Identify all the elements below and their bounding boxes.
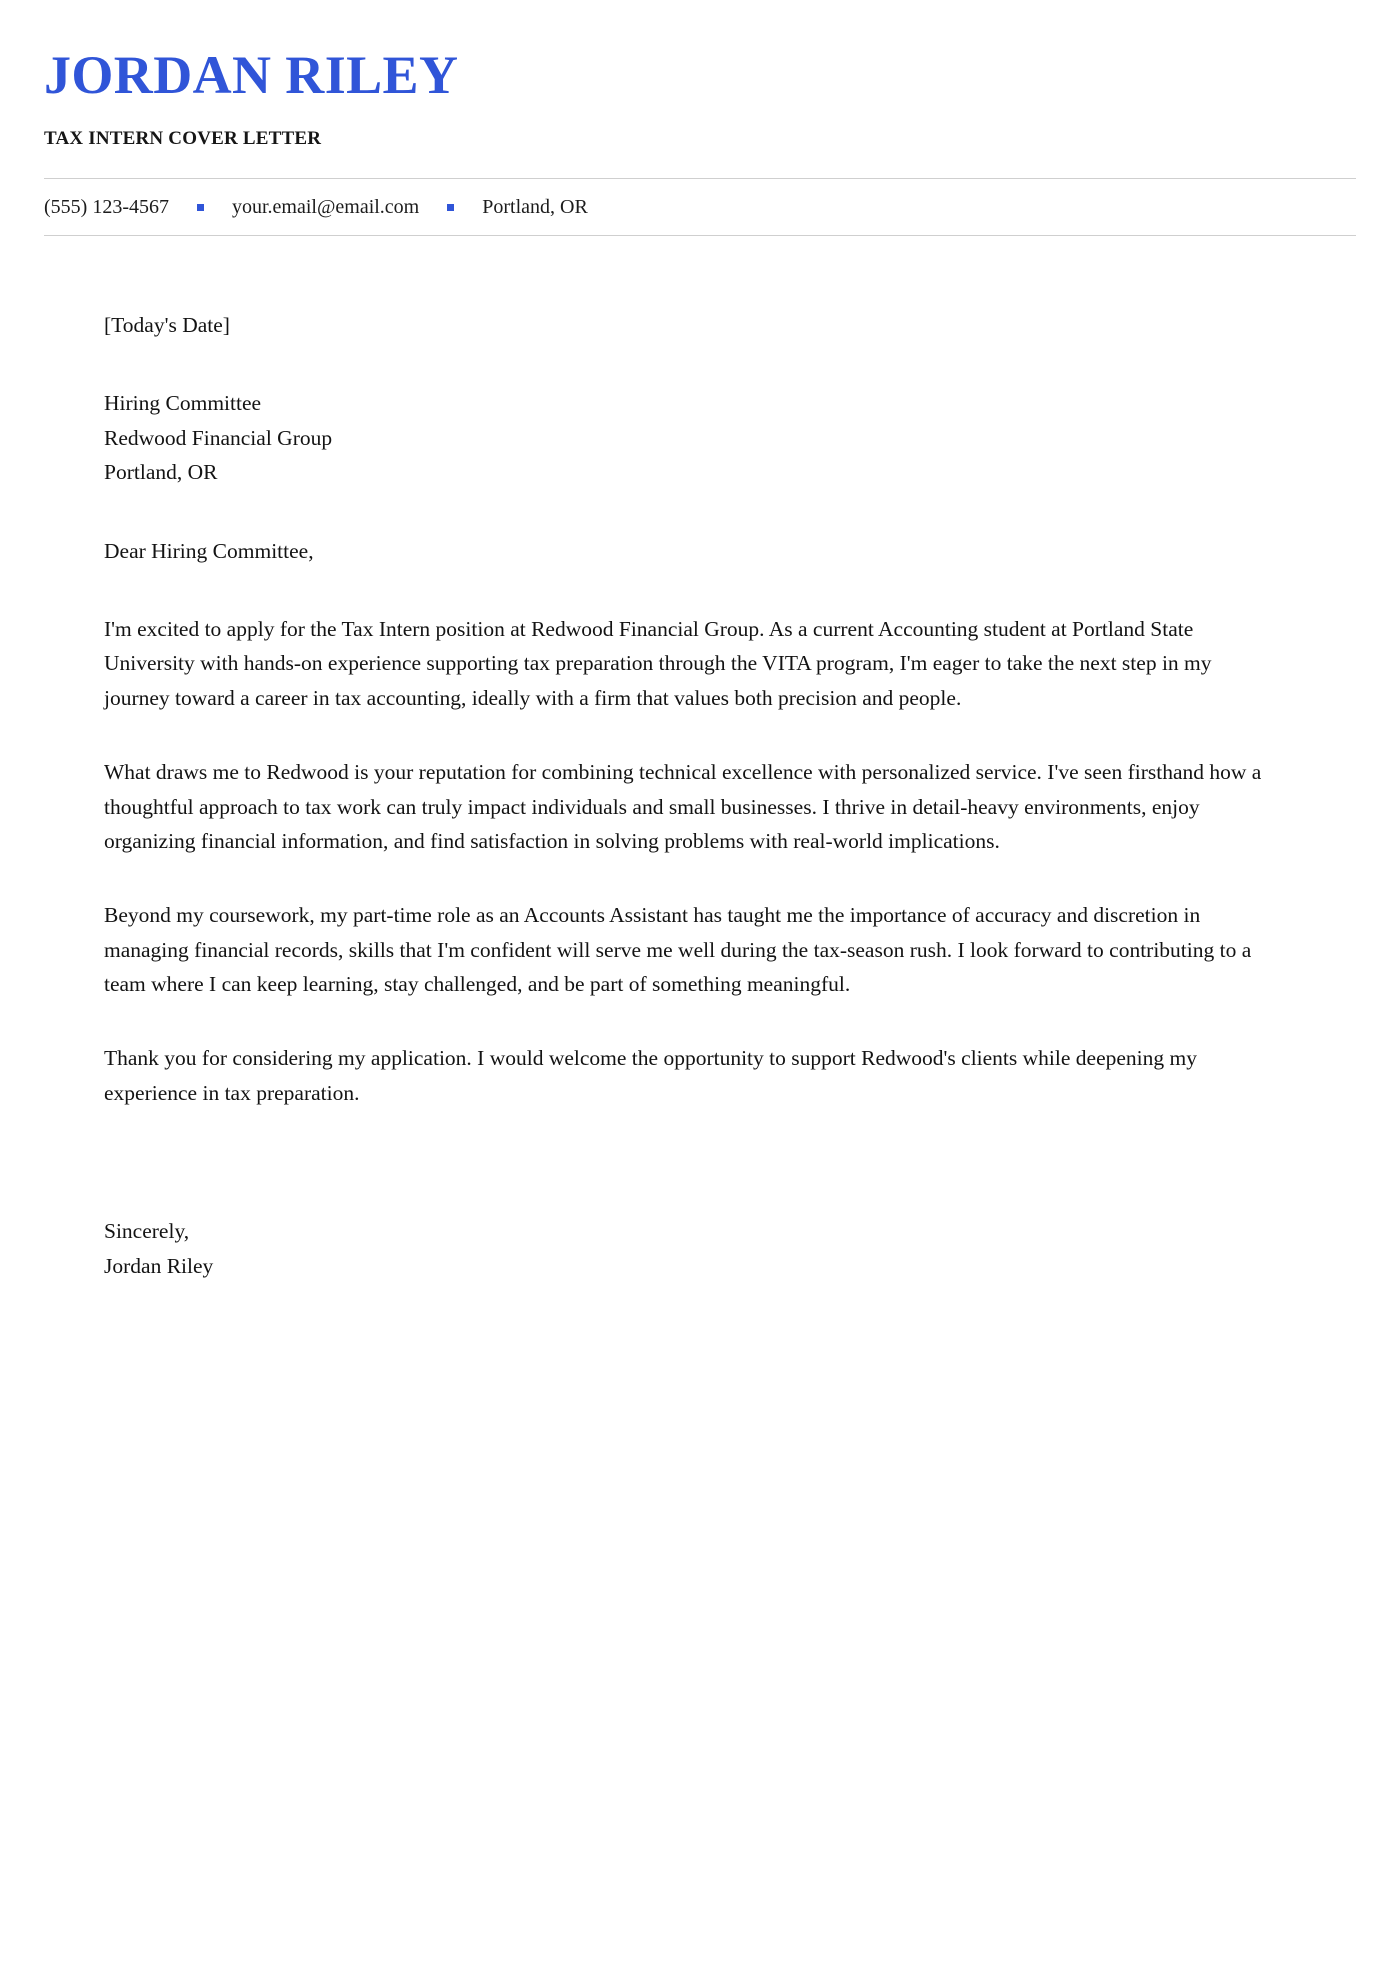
recipient-block: [104, 386, 1280, 489]
body-paragraph: I'm excited to apply for the Tax Intern position at Redwood Financial Group. As a current Accounting student at Portland State University with hands-on experience supporting tax preparation through the VITA program, I'm eager to take the next step in my journey toward a career in tax accounting, ideally with a firm that values both precision and people.: [104, 616, 1212, 710]
letter-header: [0, 0, 1400, 150]
body-paragraph: Beyond my coursework, my part-time role as an Accounts Assistant has taught me the importance of accuracy and discretion in managing financial records, skills that I'm confident will serve me well during the tax-season rush. I look forward to contributing to a team where I can keep learning, stay challenged, and be part of something meaningful.: [104, 903, 1252, 997]
closing-block: [104, 1214, 1280, 1283]
contact-email: your.email@email.com: [231, 196, 420, 218]
recipient-location: Portland, OR: [104, 460, 218, 485]
page-title: JORDAN RILEY: [44, 45, 459, 105]
job-title: TAX INTERN COVER LETTER: [44, 128, 322, 149]
body-paragraph: What draws me to Redwood is your reputation for combining technical excellence with personalized service. I've seen firsthand how a thoughtful approach to tax work can truly impact individuals and small businesses. I thrive in detail-heavy environments, enjoy organizing financial information, and find satisfaction in solving problems with real-world implications.: [104, 760, 1262, 853]
recipient-name: Hiring Committee: [104, 391, 262, 416]
letter-date: [Today's Date]: [104, 313, 230, 337]
body-paragraph: Thank you for considering my application. I would welcome the opportunity to support Redwood's clients while deepening my experience in tax preparation.: [104, 1046, 1197, 1105]
contact-location: Portland, OR: [482, 196, 588, 218]
salutation: Dear Hiring Committee,: [104, 538, 314, 563]
letter-body: [0, 236, 1400, 1283]
square-bullet-icon: [197, 204, 204, 211]
signature-name: Jordan Riley: [104, 1253, 214, 1278]
recipient-company: Redwood Financial Group: [104, 425, 333, 450]
square-bullet-icon: [447, 204, 454, 211]
contact-phone: (555) 123-4567: [44, 196, 169, 218]
valediction: Sincerely,: [104, 1219, 190, 1244]
contact-bar: [44, 179, 1356, 235]
